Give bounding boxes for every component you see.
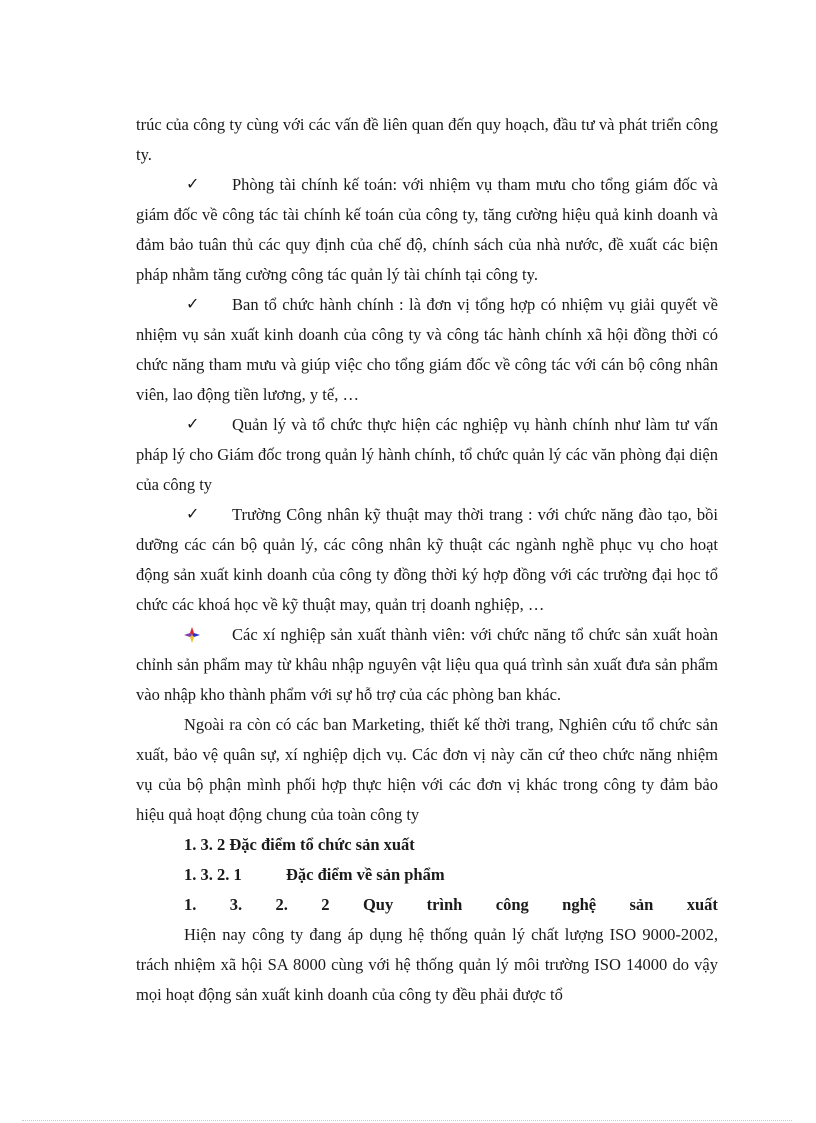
heading-word: nghệ	[562, 895, 597, 914]
checkmark-icon: ✓	[186, 506, 200, 523]
document-page	[136, 110, 718, 1010]
heading-word: 3.	[229, 895, 243, 914]
bullet-admin-board	[136, 290, 718, 410]
heading-word: công	[495, 895, 529, 914]
paragraph-continuation: trúc của công ty cùng với các vấn đề liên quan đến quy hoạch, đầu tư và phát triển công ty.	[136, 115, 718, 164]
heading-word: sản	[629, 895, 654, 914]
four-color-diamond-icon	[184, 627, 200, 643]
paragraph-iso-standards: Hiện nay công ty đang áp dụng hệ thống quản lý chất lượng ISO 9000-2002, trách nhiệm xã hội SA 8000 cùng với hệ thống quản lý môi trường ISO 14000 do vậy mọi hoạt động sản xuất kinh doanh của công ty đều phải được tổ	[136, 925, 718, 1004]
heading-word: 2	[321, 895, 330, 914]
heading-word: xuất	[686, 895, 718, 914]
checkmark-icon: ✓	[186, 176, 200, 193]
heading-production-process	[136, 890, 718, 920]
heading-word: 1.	[184, 895, 197, 914]
heading-product-features	[136, 860, 718, 890]
bullet-text: Phòng tài chính kế toán: với nhiệm vụ tham mưu cho tổng giám đốc và giám đốc về công tác tài chính kế toán của công ty, tăng cường hiệu quả kinh doanh và đảm bảo tuân thủ các quy định của chế độ, chính sách của nhà nước, đề xuất các biện pháp nhằm tăng cường công tác quản lý tài chính tại công ty.	[136, 175, 718, 284]
page-bottom-border	[22, 1120, 792, 1121]
bullet-text: Quản lý và tổ chức thực hiện các nghiệp vụ hành chính như làm tư vấn pháp lý cho Giám đốc trong quản lý hành chính, tổ chức quản lý các văn phòng đại diện của công ty	[136, 415, 718, 494]
bullet-production-units	[136, 620, 718, 710]
heading-word: 2.	[275, 895, 288, 914]
heading-text: Đặc điểm về sản phẩm	[286, 865, 445, 884]
bullet-finance-department	[136, 170, 718, 290]
bullet-technical-school	[136, 500, 718, 620]
checkmark-icon: ✓	[186, 416, 200, 433]
bullet-admin-management	[136, 410, 718, 500]
heading-word: trình	[426, 895, 463, 914]
bullet-text: Ban tổ chức hành chính : là đơn vị tổng hợp có nhiệm vụ giải quyết về nhiệm vụ sản xuất kinh doanh của công ty và công tác hành chính xã hội đồng thời có chức năng tham mưu và giúp việc cho tổng giám đốc về công tác với cán bộ công nhân viên, lao động tiền lương, y tế, …	[136, 295, 718, 404]
bullet-text: Các xí nghiệp sản xuất thành viên: với chức năng tổ chức sản xuất hoàn chỉnh sản phẩm may từ khâu nhập nguyên vật liệu qua quá trình sản xuất đưa sản phẩm vào nhập kho thành phẩm với sự hỗ trợ của các phòng ban khác.	[136, 625, 718, 704]
heading-number: 1. 3. 2. 1	[184, 865, 242, 884]
paragraph-other-departments: Ngoài ra còn có các ban Marketing, thiết kế thời trang, Nghiên cứu tổ chức sản xuất, bảo vệ quân sự, xí nghiệp dịch vụ. Các đơn vị này căn cứ theo chức năng nhiệm vụ của bộ phận mình phối hợp thực hiện với các đơn vị khác trong công ty đảm bảo hiệu quả hoạt động chung của toàn công ty	[136, 715, 718, 824]
bullet-text: Trường Công nhân kỹ thuật may thời trang : với chức năng đào tạo, bồi dưỡng các cán bộ quản lý, các công nhân kỹ thuật các ngành nghề phục vụ cho hoạt động sản xuất kinh doanh của công ty đồng thời ký hợp đồng với các trường đại học tổ chức các khoá học về kỹ thuật may, quản trị doanh nghiệp, …	[136, 505, 718, 614]
heading-word: Quy	[362, 895, 394, 914]
heading-production-organization: 1. 3. 2 Đặc điểm tổ chức sản xuất	[184, 835, 415, 854]
checkmark-icon: ✓	[186, 296, 200, 313]
